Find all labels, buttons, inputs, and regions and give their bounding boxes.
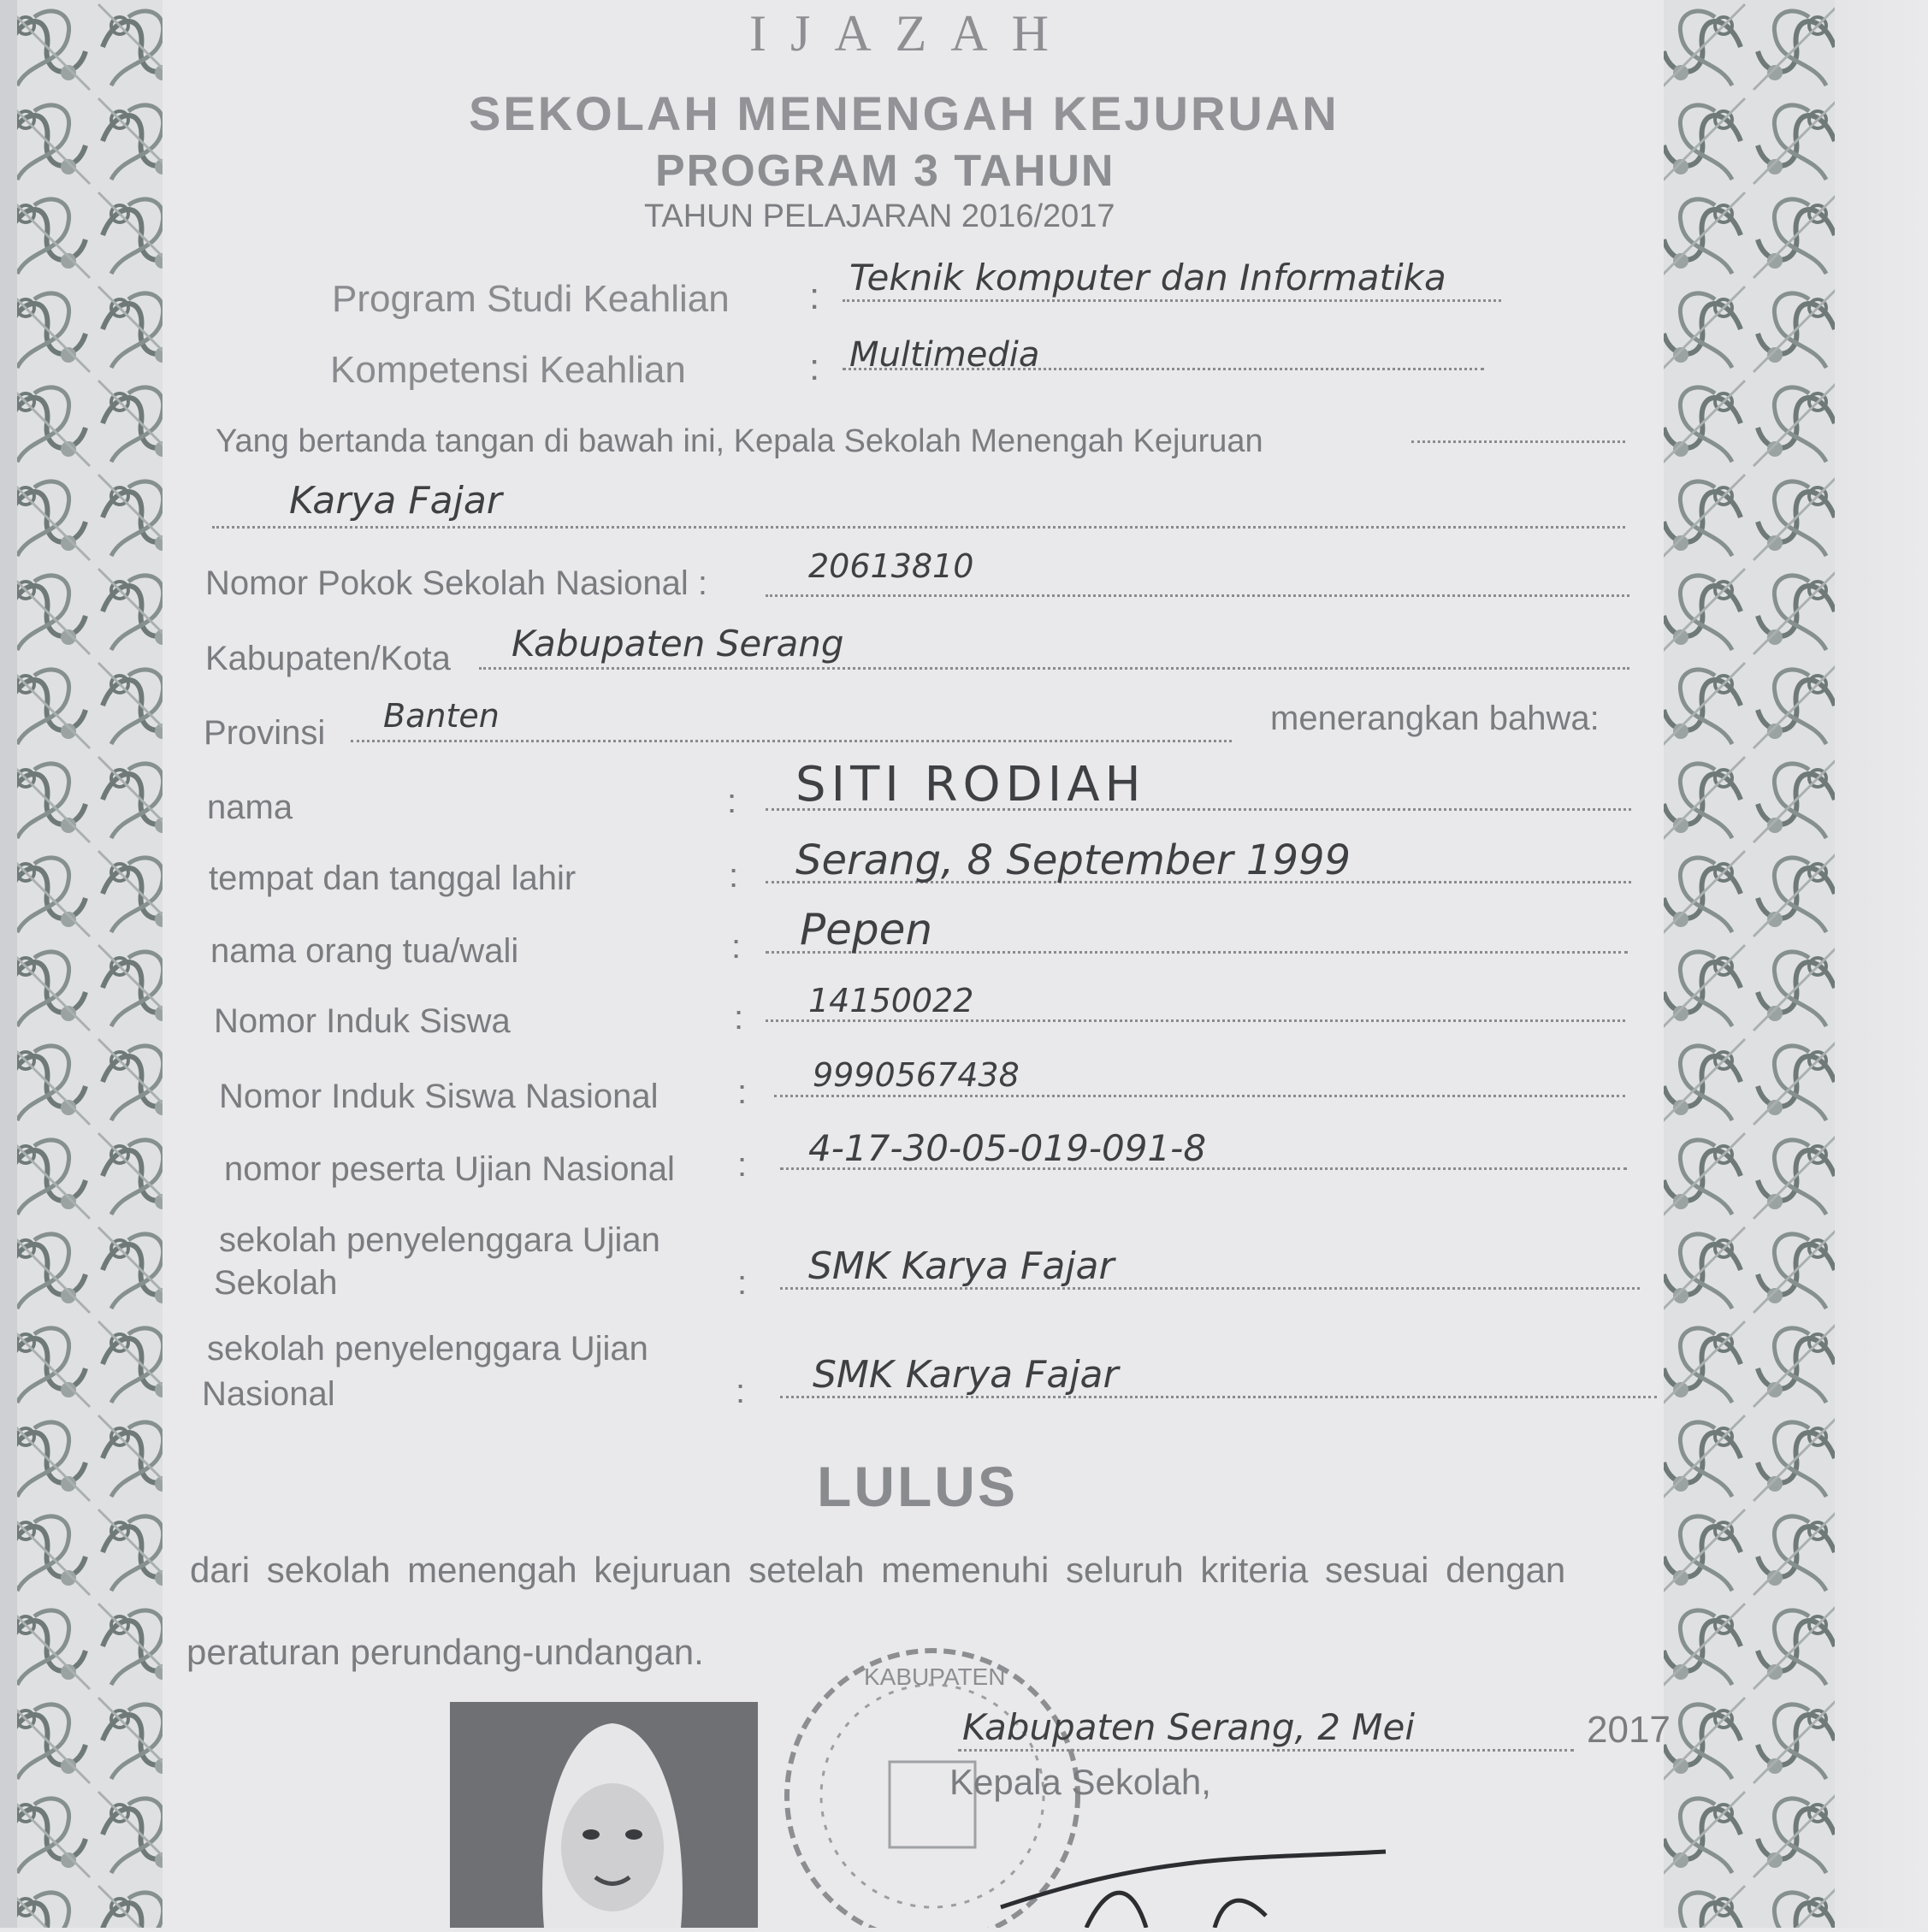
stamp-text: KABUPATEN [864, 1663, 1006, 1690]
nis-label: Nomor Induk Siswa [214, 1002, 511, 1040]
nama-label: nama [207, 789, 293, 826]
provinsi-label: Provinsi [204, 714, 326, 752]
colon: : [727, 783, 737, 820]
certificate-title: IJAZAH [749, 5, 1073, 62]
colon: : [809, 275, 820, 317]
npsn-label: Nomor Pokok Sekolah Nasional : [205, 564, 707, 602]
school-name-value: Karya Fajar [289, 479, 502, 523]
peserta-label: nomor peserta Ujian Nasional [224, 1150, 675, 1188]
dotted-line [1411, 440, 1625, 443]
statement-line-2: peraturan perundang-undangan. [186, 1632, 704, 1672]
kabupaten-value: Kabupaten Serang [512, 623, 844, 665]
ttl-value: Serang, 8 September 1999 [795, 836, 1351, 884]
program-studi-label: Program Studi Keahlian [332, 278, 730, 320]
ujian-nasional-label-line2: Nasional [202, 1375, 335, 1413]
school-type-heading: SEKOLAH MENENGAH KEJURUAN [469, 86, 1340, 140]
ujian-sekolah-value: SMK Karya Fajar [808, 1244, 1115, 1288]
ornamental-border-right [1655, 0, 1928, 1928]
academic-year: TAHUN PELAJARAN 2016/2017 [644, 198, 1115, 234]
dotted-line [774, 1095, 1625, 1097]
provinsi-value: Banten [383, 697, 500, 735]
dotted-line [351, 740, 1232, 742]
ujian-sekolah-label-line2: Sekolah [214, 1264, 338, 1302]
nisn-label: Nomor Induk Siswa Nasional [219, 1078, 659, 1115]
dotted-line [766, 594, 1629, 597]
colon: : [729, 857, 739, 895]
colon: : [731, 928, 742, 966]
peserta-value: 4-17-30-05-019-091-8 [808, 1127, 1207, 1169]
nisn-value: 9990567438 [813, 1056, 1020, 1094]
colon: : [736, 1373, 746, 1410]
ujian-nasional-value: SMK Karya Fajar [813, 1353, 1119, 1397]
colon: : [737, 1264, 748, 1302]
graduation-status: LULUS [817, 1455, 1018, 1518]
colon: : [734, 999, 744, 1037]
ttl-label: tempat dan tanggal lahir [209, 860, 577, 897]
nis-value: 14150022 [808, 982, 974, 1019]
kompetensi-value: Multimedia [849, 335, 1040, 375]
dotted-line [843, 299, 1501, 302]
ortu-value: Pepen [800, 905, 933, 954]
photo-image [450, 1702, 758, 1928]
dotted-line [212, 526, 1625, 529]
signature-year: 2017 [1587, 1709, 1671, 1751]
ujian-nasional-label-line1: sekolah penyelenggara Ujian [207, 1330, 648, 1368]
colon: : [737, 1073, 748, 1111]
program-studi-value: Teknik komputer dan Informatika [849, 257, 1446, 298]
statement-line-1: dari sekolah menengah kejuruan setelah memenuhi seluruh kriteria sesuai dengan [190, 1550, 1566, 1590]
principal-signature [984, 1839, 1394, 1928]
place-date-value: Kabupaten Serang, 2 Mei [962, 1706, 1416, 1748]
signer-position: Kepala Sekolah, [949, 1762, 1211, 1802]
colon: : [809, 346, 820, 388]
signer-intro: Yang bertanda tangan di bawah ini, Kepala Sekolah Menengah Kejuruan [216, 423, 1263, 459]
ornamental-border-left [0, 0, 184, 1928]
dotted-line [766, 1019, 1625, 1022]
ujian-sekolah-label-line1: sekolah penyelenggara Ujian [219, 1221, 660, 1259]
menerangkan-text: menerangkan bahwa: [1270, 700, 1600, 737]
kompetensi-label: Kompetensi Keahlian [330, 349, 686, 391]
kabupaten-label: Kabupaten/Kota [205, 640, 451, 677]
program-heading: PROGRAM 3 TAHUN [655, 146, 1115, 196]
colon: : [737, 1146, 748, 1184]
nama-value: SITI RODIAH [795, 757, 1146, 812]
dotted-line [479, 667, 1629, 670]
dotted-line [958, 1749, 1574, 1752]
npsn-value: 20613810 [808, 547, 974, 585]
ortu-label: nama orang tua/wali [210, 932, 519, 970]
student-photo [450, 1702, 758, 1928]
